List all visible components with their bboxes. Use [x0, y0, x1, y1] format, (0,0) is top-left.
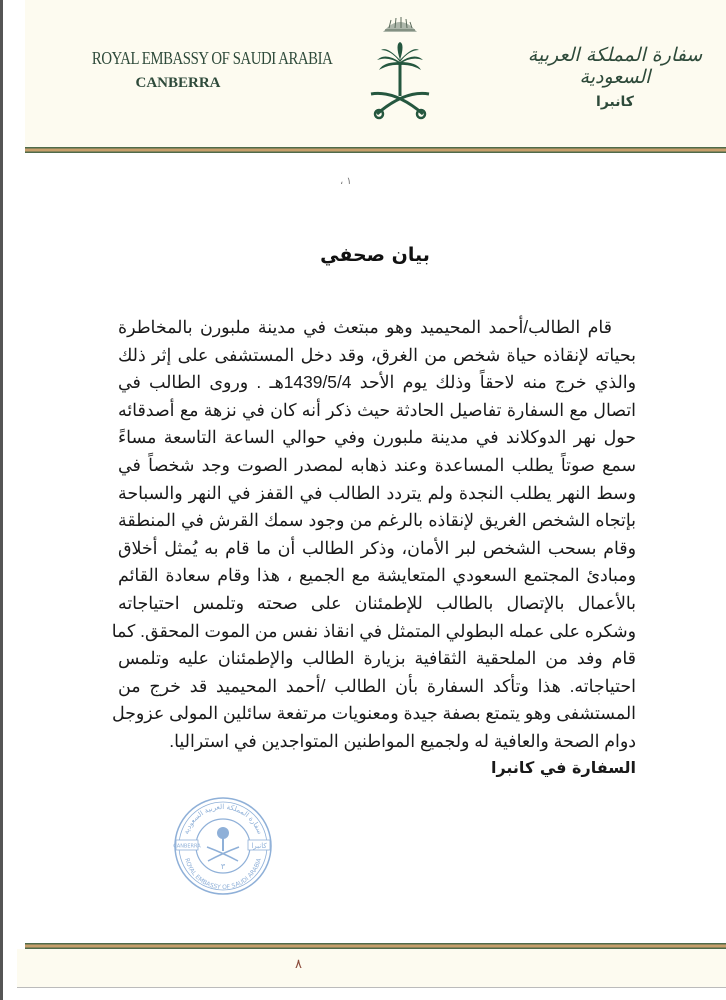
- embassy-stamp-icon: [172, 795, 274, 897]
- body-line: حول نهر الدوكلاند في مدينة ملبورن وفي حوالي الساعة التاسعة مساءً: [118, 427, 636, 448]
- body-line: المستشفى وهو يتمتع بصفة جيدة ومعنويات مرتفعة سائلين المولى عزوجل: [111, 703, 636, 724]
- body-line: دوام الصحة والعافية له ولجميع المواطنين المتواجدين في استراليا.: [169, 730, 636, 751]
- body-line: وشكره على عمله البطولي المتمثل في انقاذ نفس من الموت المحقق. كما: [111, 620, 636, 641]
- saudi-emblem-icon: [365, 10, 435, 125]
- signature: السفارة في كانبرا: [490, 758, 636, 777]
- body-line: احتياجاته. هذا وتأكد السفارة بأن الطالب /أحمد المحيميد قد خرج من: [118, 675, 636, 696]
- letterhead-english: [73, 48, 333, 92]
- svg-text:CANBERRA: CANBERRA: [173, 843, 201, 850]
- body-line: وسط النهر يطلب النجدة ولم يتردد الطالب في القفز في النهر والسباحة: [118, 482, 636, 503]
- page-left-edge: [0, 0, 3, 1000]
- body-line: اتصال مع السفارة تفاصيل الحادثة حيث ذكر أنه كان في نزهة مع أصدقائه: [118, 399, 636, 420]
- body-line: بالأعمال بالإتصال بالطالب للإطمئنان على صحته وتلمس احتياجاته: [118, 592, 636, 613]
- embassy-english-name: ROYAL EMBASSY OF SAUDI ARABIA: [91, 48, 333, 68]
- svg-text:ROYAL EMBASSY OF SAUDI ARABIA: ROYAL EMBASSY OF SAUDI ARABIA: [183, 857, 263, 892]
- body-line: قام وفد من الملحقية الثقافية بزيارة الطالب والإطمئنان عليه وتلمس: [118, 648, 636, 669]
- body-line: قام الطالب/أحمد المحيميد وهو مبتعث في مدينة ملبورن بالمخاطرة: [118, 317, 612, 337]
- svg-text:كانبرا: كانبرا: [251, 842, 267, 850]
- page-mark: ٨: [295, 957, 302, 972]
- handwritten-marks: ، ١: [340, 176, 352, 187]
- body-line: والذي خرج منه لاحقاً وذلك يوم الأحد 1439/5/4هـ . وروى الطالب في: [118, 372, 636, 393]
- body-line: وقام بسحب الشخص لبر الأمان، وذكر الطالب أن ما قام به يُمثل أخلاق: [118, 537, 636, 558]
- body-line: بإتجاه الشخص الغريق لإنقاذه بالرغم من وجود سمك القرش في المنطقة: [118, 510, 636, 531]
- svg-text:٣: ٣: [220, 862, 226, 871]
- embassy-arabic-city: كانبرا: [596, 94, 634, 110]
- letterhead-footer: [17, 949, 726, 988]
- body-line: بحياته لإنقاذه حياة شخص من الغرق، وقد دخل المستشفى على إثر ذلك: [118, 344, 636, 365]
- body-line: ومبادئ المجتمع السعودي المتعايشة مع الجميع ، هذا وقام سعادة القائم: [118, 565, 636, 586]
- letterhead: [25, 0, 726, 148]
- header-divider: [25, 147, 726, 153]
- press-release-body: [111, 314, 636, 756]
- embassy-arabic-name: سفارة المملكة العربية السعودية: [527, 44, 703, 88]
- embassy-english-city: CANBERRA: [135, 75, 221, 91]
- letterhead-arabic: [505, 44, 725, 110]
- document-title: بيان صحفي: [320, 244, 430, 266]
- svg-text:سفارة المملكة العربية السعودية: سفارة المملكة العربية السعودية: [182, 802, 264, 836]
- body-line: سمع صوتاً يطلب المساعدة وعند ذهابه لمصدر الصوت وجد شخصاً في: [118, 454, 636, 475]
